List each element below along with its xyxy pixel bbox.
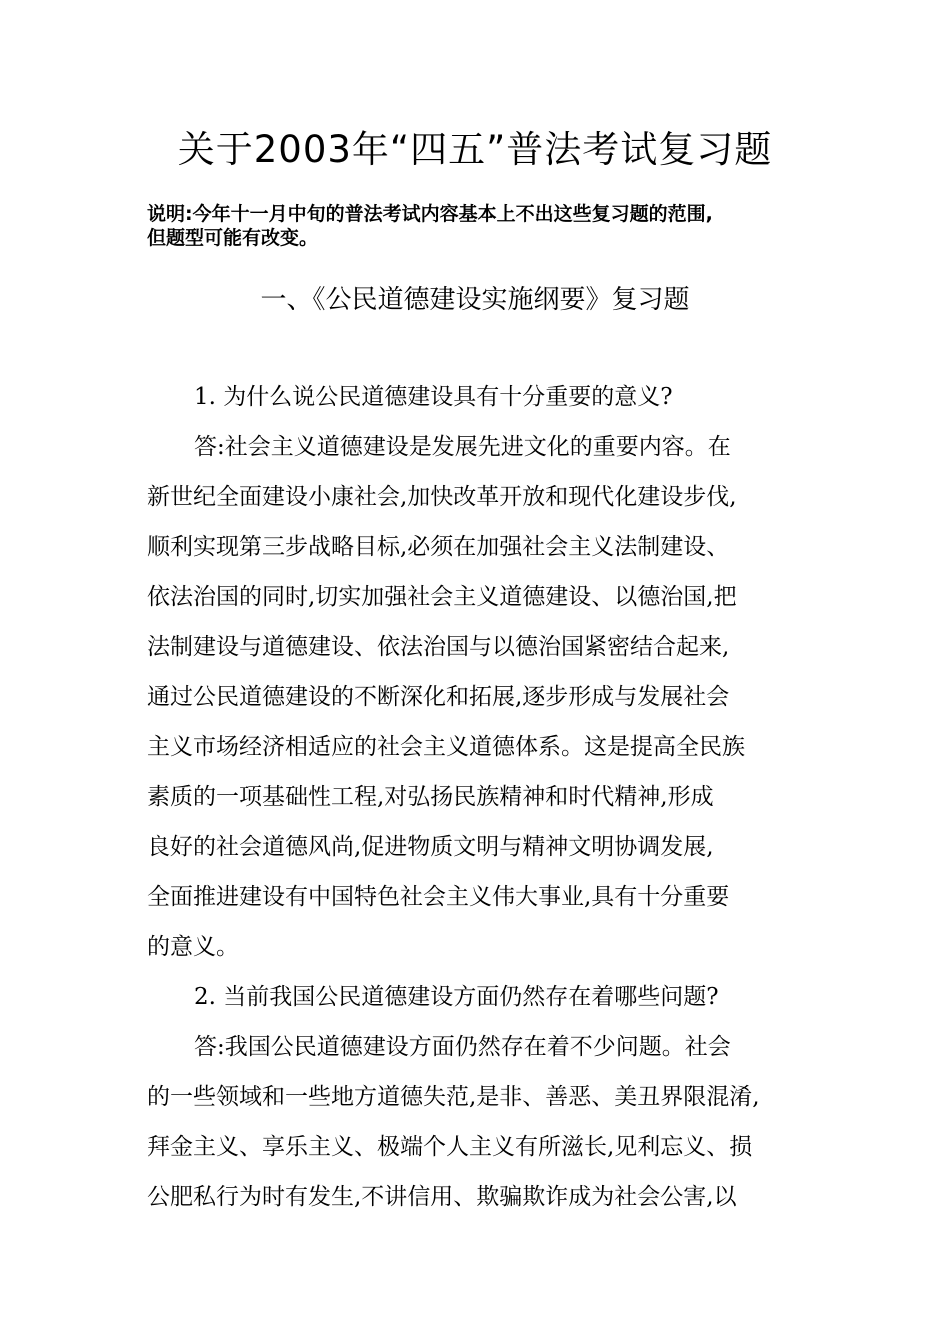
paragraph-line: 的一些领域和一些地方道德失范,是非、善恶、美丑界限混淆,	[147, 1084, 760, 1110]
paragraph-line: 良好的社会道德风尚,促进物质文明与精神文明协调发展,	[147, 834, 714, 860]
paragraph-line: 法制建设与道德建设、依法治国与以德治国紧密结合起来,	[147, 634, 730, 660]
paragraph-line: 1. 为什么说公民道德建设具有十分重要的意义?	[194, 384, 673, 410]
body-text	[147, 372, 837, 1222]
paragraph-line: 的意义。	[147, 934, 239, 960]
note-line: 但题型可能有改变。	[147, 227, 319, 249]
paragraph-line: 拜金主义、享乐主义、极端个人主义有所滋长,见利忘义、损	[147, 1134, 753, 1160]
note-line: 说明:今年十一月中旬的普法考试内容基本上不出这些复习题的范围,	[147, 203, 713, 225]
exam-note	[147, 202, 827, 250]
document-title: 关于2003年“四五”普法考试复习题	[177, 128, 773, 171]
paragraph-line: 答:我国公民道德建设方面仍然存在着不少问题。社会	[194, 1034, 731, 1060]
paragraph-line: 答:社会主义道德建设是发展先进文化的重要内容。在	[194, 434, 731, 460]
paragraph-line: 顺利实现第三步战略目标,必须在加强社会主义法制建设、	[147, 534, 730, 560]
paragraph-line: 公肥私行为时有发生,不讲信用、欺骗欺诈成为社会公害,以	[147, 1184, 737, 1210]
paragraph-line: 素质的一项基础性工程,对弘扬民族精神和时代精神,形成	[147, 784, 714, 810]
paragraph-line: 通过公民道德建设的不断深化和拓展,逐步形成与发展社会	[147, 684, 730, 710]
section-heading: 一、《公民道德建设实施纲要》复习题	[260, 285, 690, 315]
paragraph-line: 主义市场经济相适应的社会主义道德体系。这是提高全民族	[147, 734, 745, 760]
paragraph-line: 全面推进建设有中国特色社会主义伟大事业,具有十分重要	[147, 884, 730, 910]
paragraph-line: 依法治国的同时,切实加强社会主义道德建设、以德治国,把	[147, 584, 737, 610]
paragraph-line: 2. 当前我国公民道德建设方面仍然存在着哪些问题?	[194, 984, 719, 1010]
paragraph-line: 新世纪全面建设小康社会,加快改革开放和现代化建设步伐,	[147, 484, 737, 510]
